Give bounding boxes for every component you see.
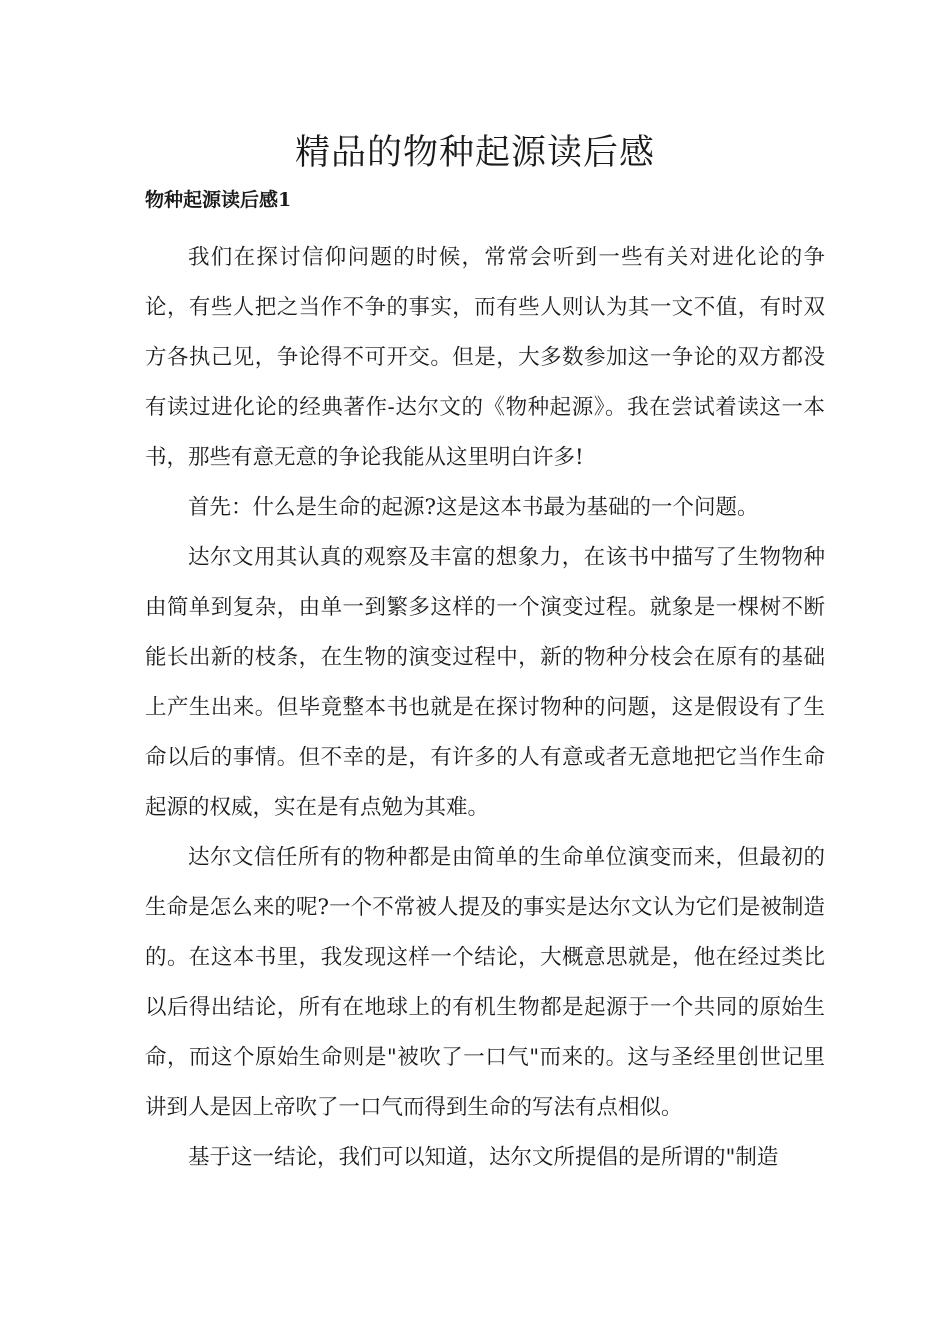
paragraph: 达尔文用其认真的观察及丰富的想象力，在该书中描写了生物物种由简单到复杂，由单一到繁多这样的一个演变过程。就象是一棵树不断能长出新的枝条，在生物的演变过程中，新的物种分枝会在原有的基础上产生出来。但毕竟整本书也就是在探讨物种的问题，这是假设有了生命以后的事情。但不幸的是，有许多的人有意或者无意地把它当作生命起源的权威，实在是有点勉为其难。 <box>145 545 825 820</box>
document-title: 精品的物种起源读后感 <box>294 133 655 173</box>
paragraph: 达尔文信任所有的物种都是由简单的生命单位演变而来，但最初的生命是怎么来的呢?一个不常被人提及的事实是达尔文认为它们是被制造的。在这本书里，我发现这样一个结论，大概意思就是，他在经过类比以后得出结论，所有在地球上的有机生物都是起源于一个共同的原始生命，而这个原始生命则是"被吹了一口气"而来的。这与圣经里创世记里讲到人是因上帝吹了一口气而得到生命的写法有点相似。 <box>145 845 825 1120</box>
paragraph: 基于这一结论，我们可以知道，达尔文所提倡的是所谓的"制造 <box>188 1145 779 1170</box>
section-heading: 物种起源读后感1 <box>145 189 292 211</box>
document-body <box>145 233 825 1183</box>
paragraph: 我们在探讨信仰问题的时候，常常会听到一些有关对进化论的争论，有些人把之当作不争的事实，而有些人则认为其一文不值，有时双方各执己见，争论得不可开交。但是，大多数参加这一争论的双方都没有读过进化论的经典著作-达尔文的《物种起源》。我在尝试着读这一本书，那些有意无意的争论我能从这里明白许多! <box>145 245 825 470</box>
paragraph: 首先：什么是生命的起源?这是这本书最为基础的一个问题。 <box>188 495 759 520</box>
